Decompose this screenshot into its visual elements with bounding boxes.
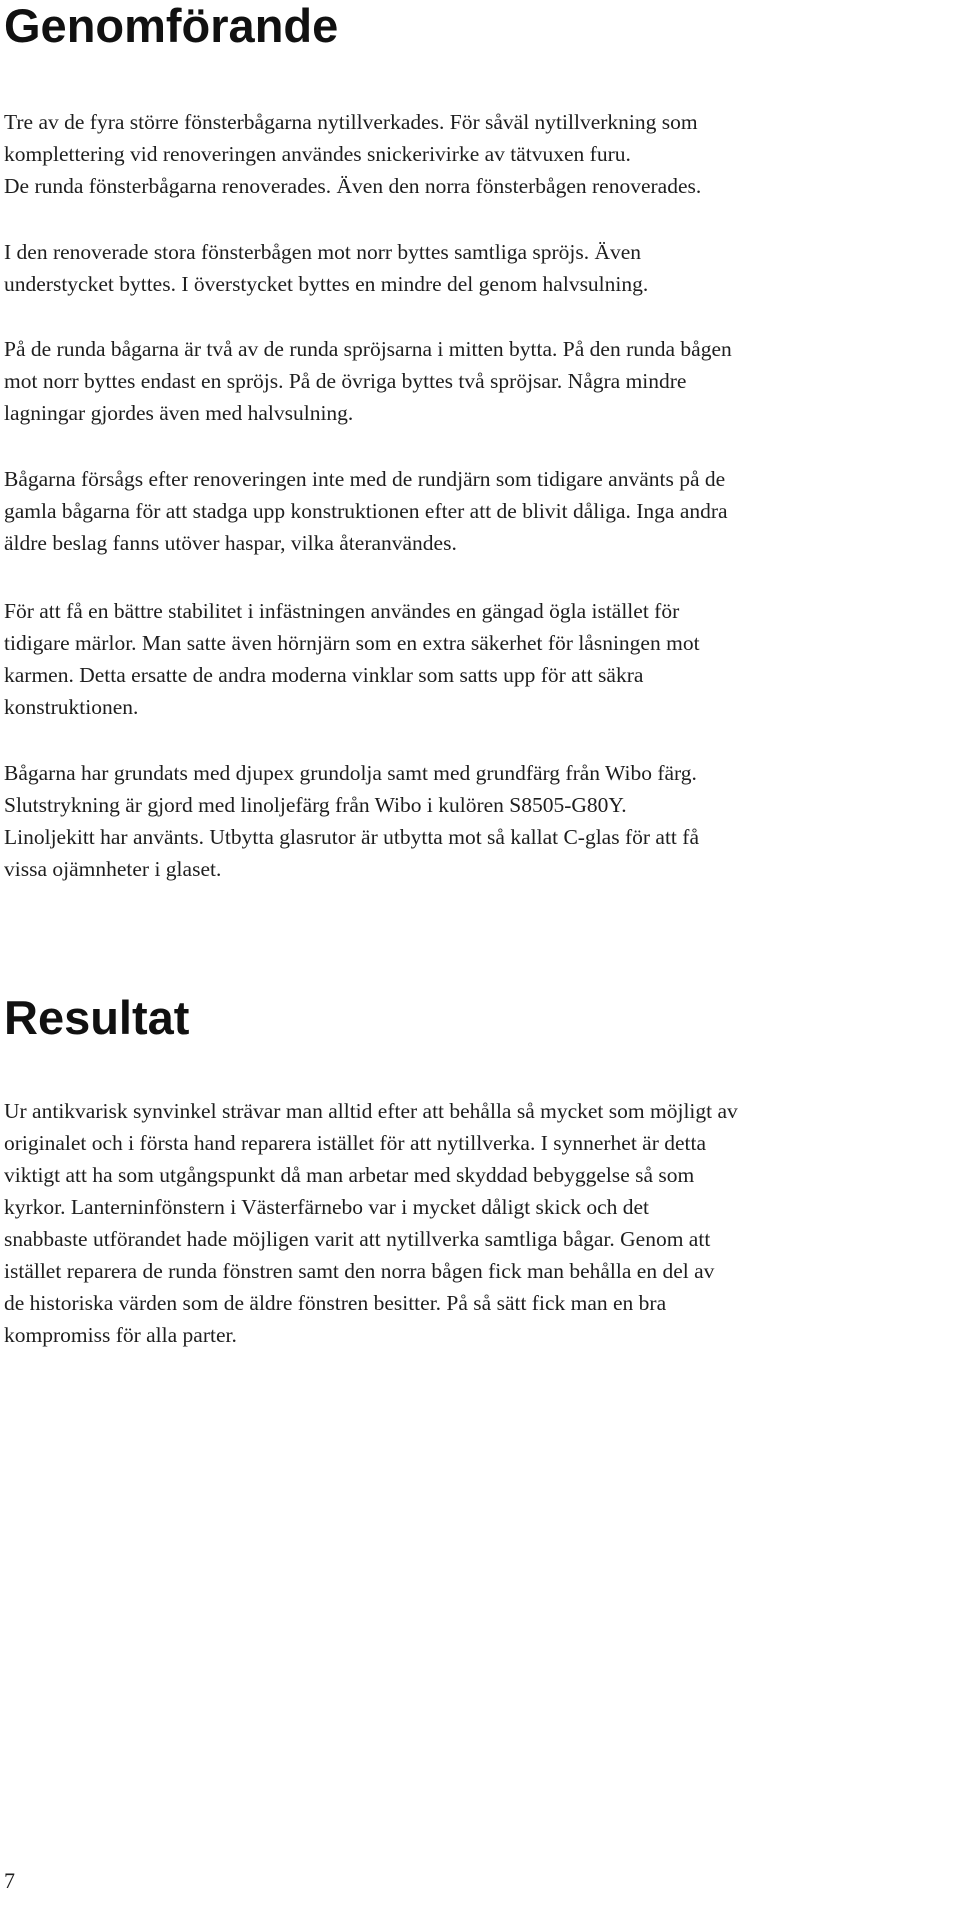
text-line: Slutstrykning är gjord med linoljefärg från Wibo i kulören S8505-G80Y.: [4, 793, 627, 817]
text-line: viktigt att ha som utgångspunkt då man arbetar med skyddad bebyggelse så som: [4, 1163, 695, 1187]
paragraph-genomforande-1: [4, 106, 950, 202]
text-line: snabbaste utförandet hade möjligen varit att nytillverka samtliga bågar. Genom att: [4, 1227, 711, 1251]
text-line: vissa ojämnheter i glaset.: [4, 857, 222, 881]
paragraph-genomforande-6: [4, 757, 950, 885]
text-line: lagningar gjordes även med halvsulning.: [4, 401, 354, 425]
text-line: originalet och i första hand reparera istället för att nytillverka. I synnerhet är detta: [4, 1131, 707, 1155]
text-line: istället reparera de runda fönstren samt den norra bågen fick man behålla en del av: [4, 1259, 715, 1283]
text-line: På de runda bågarna är två av de runda spröjsarna i mitten bytta. På den runda bågen: [4, 337, 732, 361]
paragraph-genomforande-3: [4, 333, 950, 429]
text-line: Bågarna har grundats med djupex grundolja samt med grundfärg från Wibo färg.: [4, 761, 697, 785]
text-line: konstruktionen.: [4, 695, 139, 719]
text-line: mot norr byttes endast en spröjs. På de övriga byttes två spröjsar. Några mindre: [4, 369, 687, 393]
paragraph-genomforande-5: [4, 595, 950, 723]
text-line: Ur antikvarisk synvinkel strävar man alltid efter att behålla så mycket som möjligt av: [4, 1099, 738, 1123]
text-line: kompromiss för alla parter.: [4, 1323, 237, 1347]
text-line: komplettering vid renoveringen användes snickerivirke av tätvuxen furu.: [4, 142, 631, 166]
paragraph-genomforande-4: [4, 463, 950, 559]
text-line: de historiska värden som de äldre fönstren besitter. På så sätt fick man en bra: [4, 1291, 667, 1315]
text-line: understycket byttes. I överstycket byttes en mindre del genom halvsulning.: [4, 272, 649, 296]
page-number: 7: [4, 1868, 15, 1893]
text-line: Linoljekitt har använts. Utbytta glasrutor är utbytta mot så kallat C-glas för att få: [4, 825, 699, 849]
text-line: kyrkor. Lanterninfönstern i Västerfärnebo var i mycket dåligt skick och det: [4, 1195, 649, 1219]
text-line: karmen. Detta ersatte de andra moderna vinklar som satts upp för att säkra: [4, 663, 644, 687]
section-heading-genomforande: Genomförande: [4, 0, 339, 52]
paragraph-genomforande-2: [4, 236, 950, 300]
text-line: äldre beslag fanns utöver haspar, vilka återanvändes.: [4, 531, 457, 555]
text-line: Tre av de fyra större fönsterbågarna nytillverkades. För såväl nytillverkning som: [4, 110, 698, 134]
text-line: De runda fönsterbågarna renoverades. Även den norra fönsterbågen renoverades.: [4, 174, 702, 198]
paragraph-resultat-1: [4, 1095, 950, 1351]
section-heading-resultat: Resultat: [4, 991, 190, 1044]
text-line: tidigare märlor. Man satte även hörnjärn som en extra säkerhet för låsningen mot: [4, 631, 700, 655]
text-line: För att få en bättre stabilitet i infästningen användes en gängad ögla istället för: [4, 599, 680, 623]
text-line: gamla bågarna för att stadga upp konstruktionen efter att de blivit dåliga. Inga andra: [4, 499, 728, 523]
text-line: I den renoverade stora fönsterbågen mot norr byttes samtliga spröjs. Även: [4, 240, 642, 264]
text-line: Bågarna försågs efter renoveringen inte med de rundjärn som tidigare använts på de: [4, 467, 726, 491]
